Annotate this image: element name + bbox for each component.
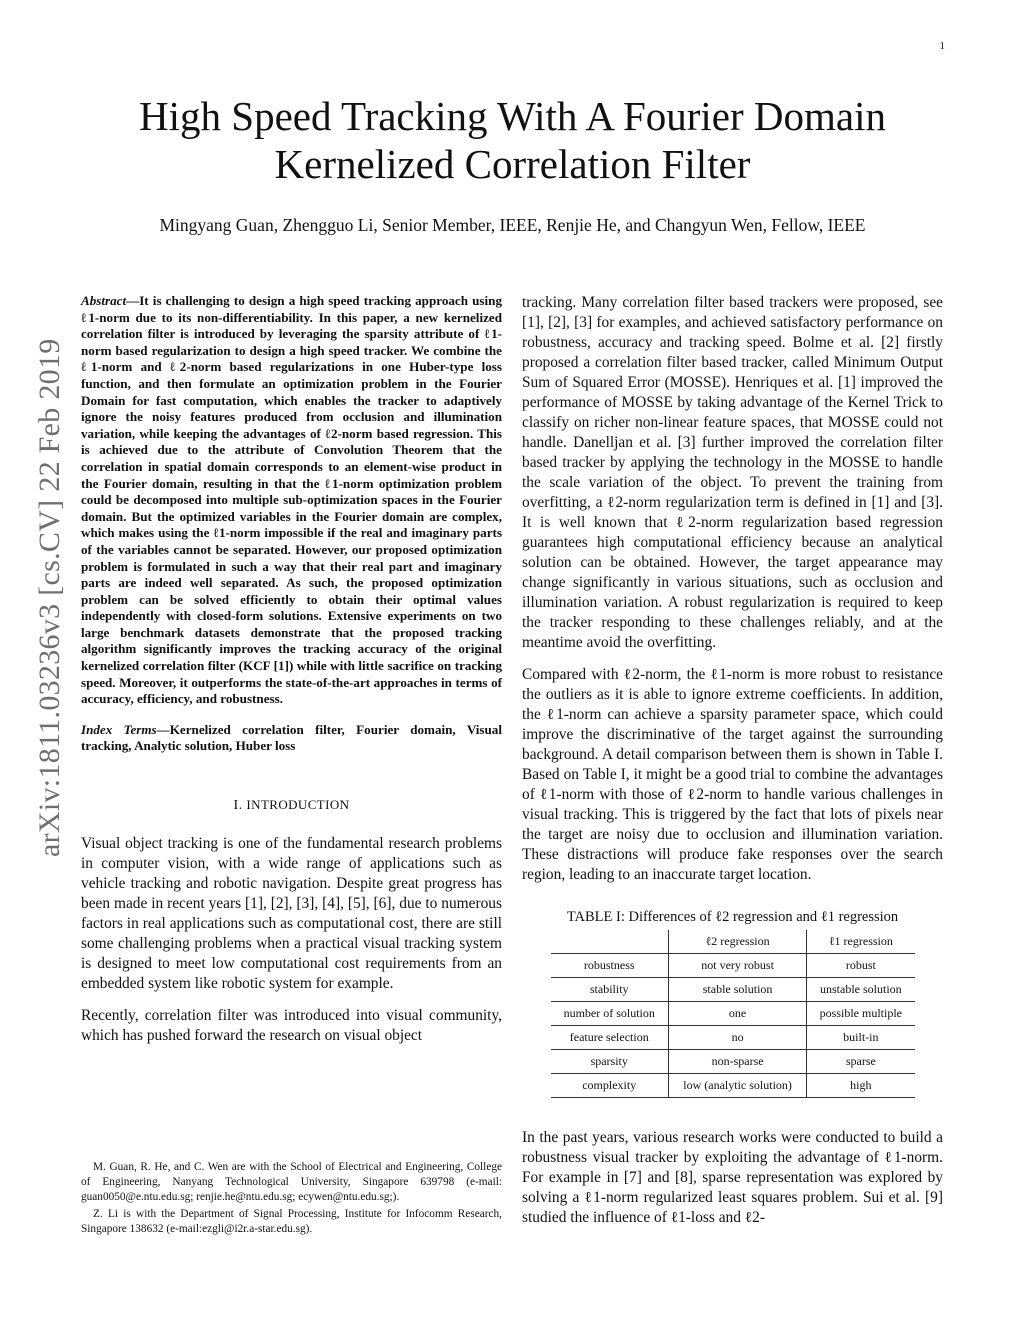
table-row xyxy=(551,978,915,1002)
section-heading-introduction xyxy=(81,797,502,814)
table-header-row xyxy=(551,930,915,954)
intro-paragraph: Recently, correlation filter was introduced into visual community, which has pushed forward the research on visual object xyxy=(81,1007,502,1045)
table-cell: complexity xyxy=(551,1074,669,1098)
table-cell: high xyxy=(807,1074,915,1098)
arxiv-identifier-stamp: arXiv:1811.03236v3 [cs.CV] 22 Feb 2019 xyxy=(33,338,66,857)
author-list: Mingyang Guan, Zhengguo Li, Senior Member, IEEE, Renjie He, and Changyun Wen, Fellow, IEEE xyxy=(159,215,866,235)
abstract xyxy=(81,293,502,708)
table-row xyxy=(551,954,915,978)
table-cell: stability xyxy=(551,978,669,1002)
table-row xyxy=(551,1074,915,1098)
footnote-affiliation: Z. Li is with the Department of Signal Processing, Institute for Infocomm Research, Singapore 138632 (e-mail:ezgli@i2r.a-star.edu.sg). xyxy=(81,1208,502,1235)
footnotes xyxy=(81,1160,502,1239)
table-cell: number of solution xyxy=(551,1002,669,1026)
table-header-cell xyxy=(551,930,669,954)
table-cell: stable solution xyxy=(668,978,806,1002)
table-caption: TABLE I: Differences of ℓ2 regression and ℓ1 regression xyxy=(566,909,899,925)
paper-title: High Speed Tracking With A Fourier Domain Kernelized Correlation Filter xyxy=(139,93,886,187)
body-paragraph: In the past years, various research works were conducted to build a robustness visual tracker by exploiting the advantage of ℓ1-norm. For example in [7] and [8], sparse representation was explored by solving a ℓ1-norm regularized least squares problem. Sui et al. [9] studied the influence of ℓ1-loss and ℓ2- xyxy=(522,1129,943,1226)
table-cell: sparsity xyxy=(551,1050,669,1074)
comparison-table xyxy=(551,930,915,1098)
section-title: INTRODUCTION xyxy=(246,797,350,813)
table-cell: possible multiple xyxy=(807,1002,915,1026)
index-terms-text: —Kernelized correlation filter, Fourier domain, Visual tracking, Analytic solution, Huber loss xyxy=(81,721,502,754)
body-paragraph: tracking. Many correlation filter based trackers were proposed, see [1], [2], [3] for examples, and achieved satisfactory performance on robustness, accuracy and tracking speed. Bolme et al. [2] firstly proposed a correlation filter based tracker, called Minimum Output Sum of Squared Error (MOSSE). Henriques et al. [1] improved the performance of MOSSE by taking advantage of the Kernel Trick to classify on richer non-linear feature spaces, that MOSSE could not handle. Danelljan et al. [3] further improved the correlation filter based tracker by applying the technology in the MOSSE to handle the scale variation of the object. To prevent the training from overfitting, a ℓ2-norm regularization term is defined in [1] and [3]. It is well known that ℓ2-norm regularization based regression guarantees high computational efficiency because an analytical solution can be obtained. However, the target appearance may change significantly in various situations, such as occlusion and illumination variation. A robust regularization is required to keep the tracker responding to these challenges reliably, and at the meantime avoid the overfitting. xyxy=(522,294,943,651)
table-cell: low (analytic solution) xyxy=(668,1074,806,1098)
table-cell: robust xyxy=(807,954,915,978)
table-row xyxy=(551,1050,915,1074)
table-row xyxy=(551,1026,915,1050)
table-row xyxy=(551,1002,915,1026)
table-header-cell: ℓ2 regression xyxy=(668,930,806,954)
abstract-text: —It is challenging to design a high speed tracking approach using ℓ1-norm due to its non-differentiability. In this paper, a new kernelized correlation filter is introduced by leveraging the sparsity attribute of ℓ1-norm based regularization to design a high speed tracker. We combine the ℓ1-norm and ℓ2-norm based regularizations in one Huber-type loss function, and then formulate an optimization problem in the Fourier Domain for fast computation, which enables the tracker to adaptively ignore the noisy features produced from occlusion and illumination variation, while keeping the advantages of ℓ2-norm based regression. This is achieved due to the attribute of Convolution Theorem that the correlation in spatial domain corresponds to an element-wise product in the Fourier domain, resulting in that the ℓ1-norm optimization problem could be decomposed into multiple sub-optimization spaces in the Fourier domain. But the optimized variables in the Fourier domain are complex, which makes using the ℓ1-norm impossible if the real and imaginary parts of the variables cannot be separated. However, our proposed optimization problem is formulated in such a way that their real part and imaginary parts are indeed well separated. As such, the proposed optimization problem can be solved efficiently to obtain their optimal values independently with closed-form solutions. Extensive experiments on two large benchmark datasets demonstrate that the proposed tracking algorithm significantly improves the tracking accuracy of the original kernelized correlation filter (KCF [1]) while with little sacrifice on tracking speed. Moreover, it outperforms the state-of-the-art approaches in terms of accuracy, efficiency, and robustness. xyxy=(81,293,502,707)
table-cell: non-sparse xyxy=(668,1050,806,1074)
right-column xyxy=(522,293,943,1240)
abstract-label: Abstract xyxy=(81,293,127,308)
index-terms-label: Index Terms xyxy=(81,721,157,737)
section-numeral: I. xyxy=(233,798,243,814)
body-paragraph: Compared with ℓ2-norm, the ℓ1-norm is more robust to resistance the outliers as it is able to ignore extreme coefficients. In addition, the ℓ1-norm can achieve a sparsity parameter space, which could improve the discriminative of the target against the surrounding background. A detail comparison between them is shown in Table I. Based on Table I, it might be a good trial to combine the advantages of ℓ1-norm with those of ℓ2-norm to handle various challenges in visual tracking. This is triggered by the fact that lots of pixels near the target are noisy due to occlusion and illumination variation. These distractions will produce fake responses over the search region, leading to an inaccurate target location. xyxy=(522,666,943,883)
table-cell: not very robust xyxy=(668,954,806,978)
table-cell: feature selection xyxy=(551,1026,669,1050)
table-cell: no xyxy=(668,1026,806,1050)
footnote-affiliation: M. Guan, R. He, and C. Wen are with the School of Electrical and Engineering, College of Engineering, Nanyang Technological University, Singapore 639798 (e-mail: guan0050@e.ntu.edu.sg; renjie.he@ntu.edu.sg; ecywen@ntu.edu.sg;). xyxy=(81,1161,502,1203)
page-number: 1 xyxy=(939,40,945,52)
table-cell: robustness xyxy=(551,954,669,978)
intro-paragraph: Visual object tracking is one of the fundamental research problems in computer vision, with a wide range of applications such as vehicle tracking and robotic navigation. Despite great progress has been made in recent years [1], [2], [3], [4], [5], [6], due to numerous factors in real applications such as computational cost, there are still some challenging problems when a practical visual tracking system is designed to meet low computational cost requirements from an embedded system like robotic system for example. xyxy=(81,835,502,993)
table-cell: built-in xyxy=(807,1026,915,1050)
table-cell: sparse xyxy=(807,1050,915,1074)
index-terms xyxy=(81,722,502,755)
table-cell: one xyxy=(668,1002,806,1026)
table-header-cell: ℓ1 regression xyxy=(807,930,915,954)
left-column xyxy=(81,293,502,1058)
table-cell: unstable solution xyxy=(807,978,915,1002)
